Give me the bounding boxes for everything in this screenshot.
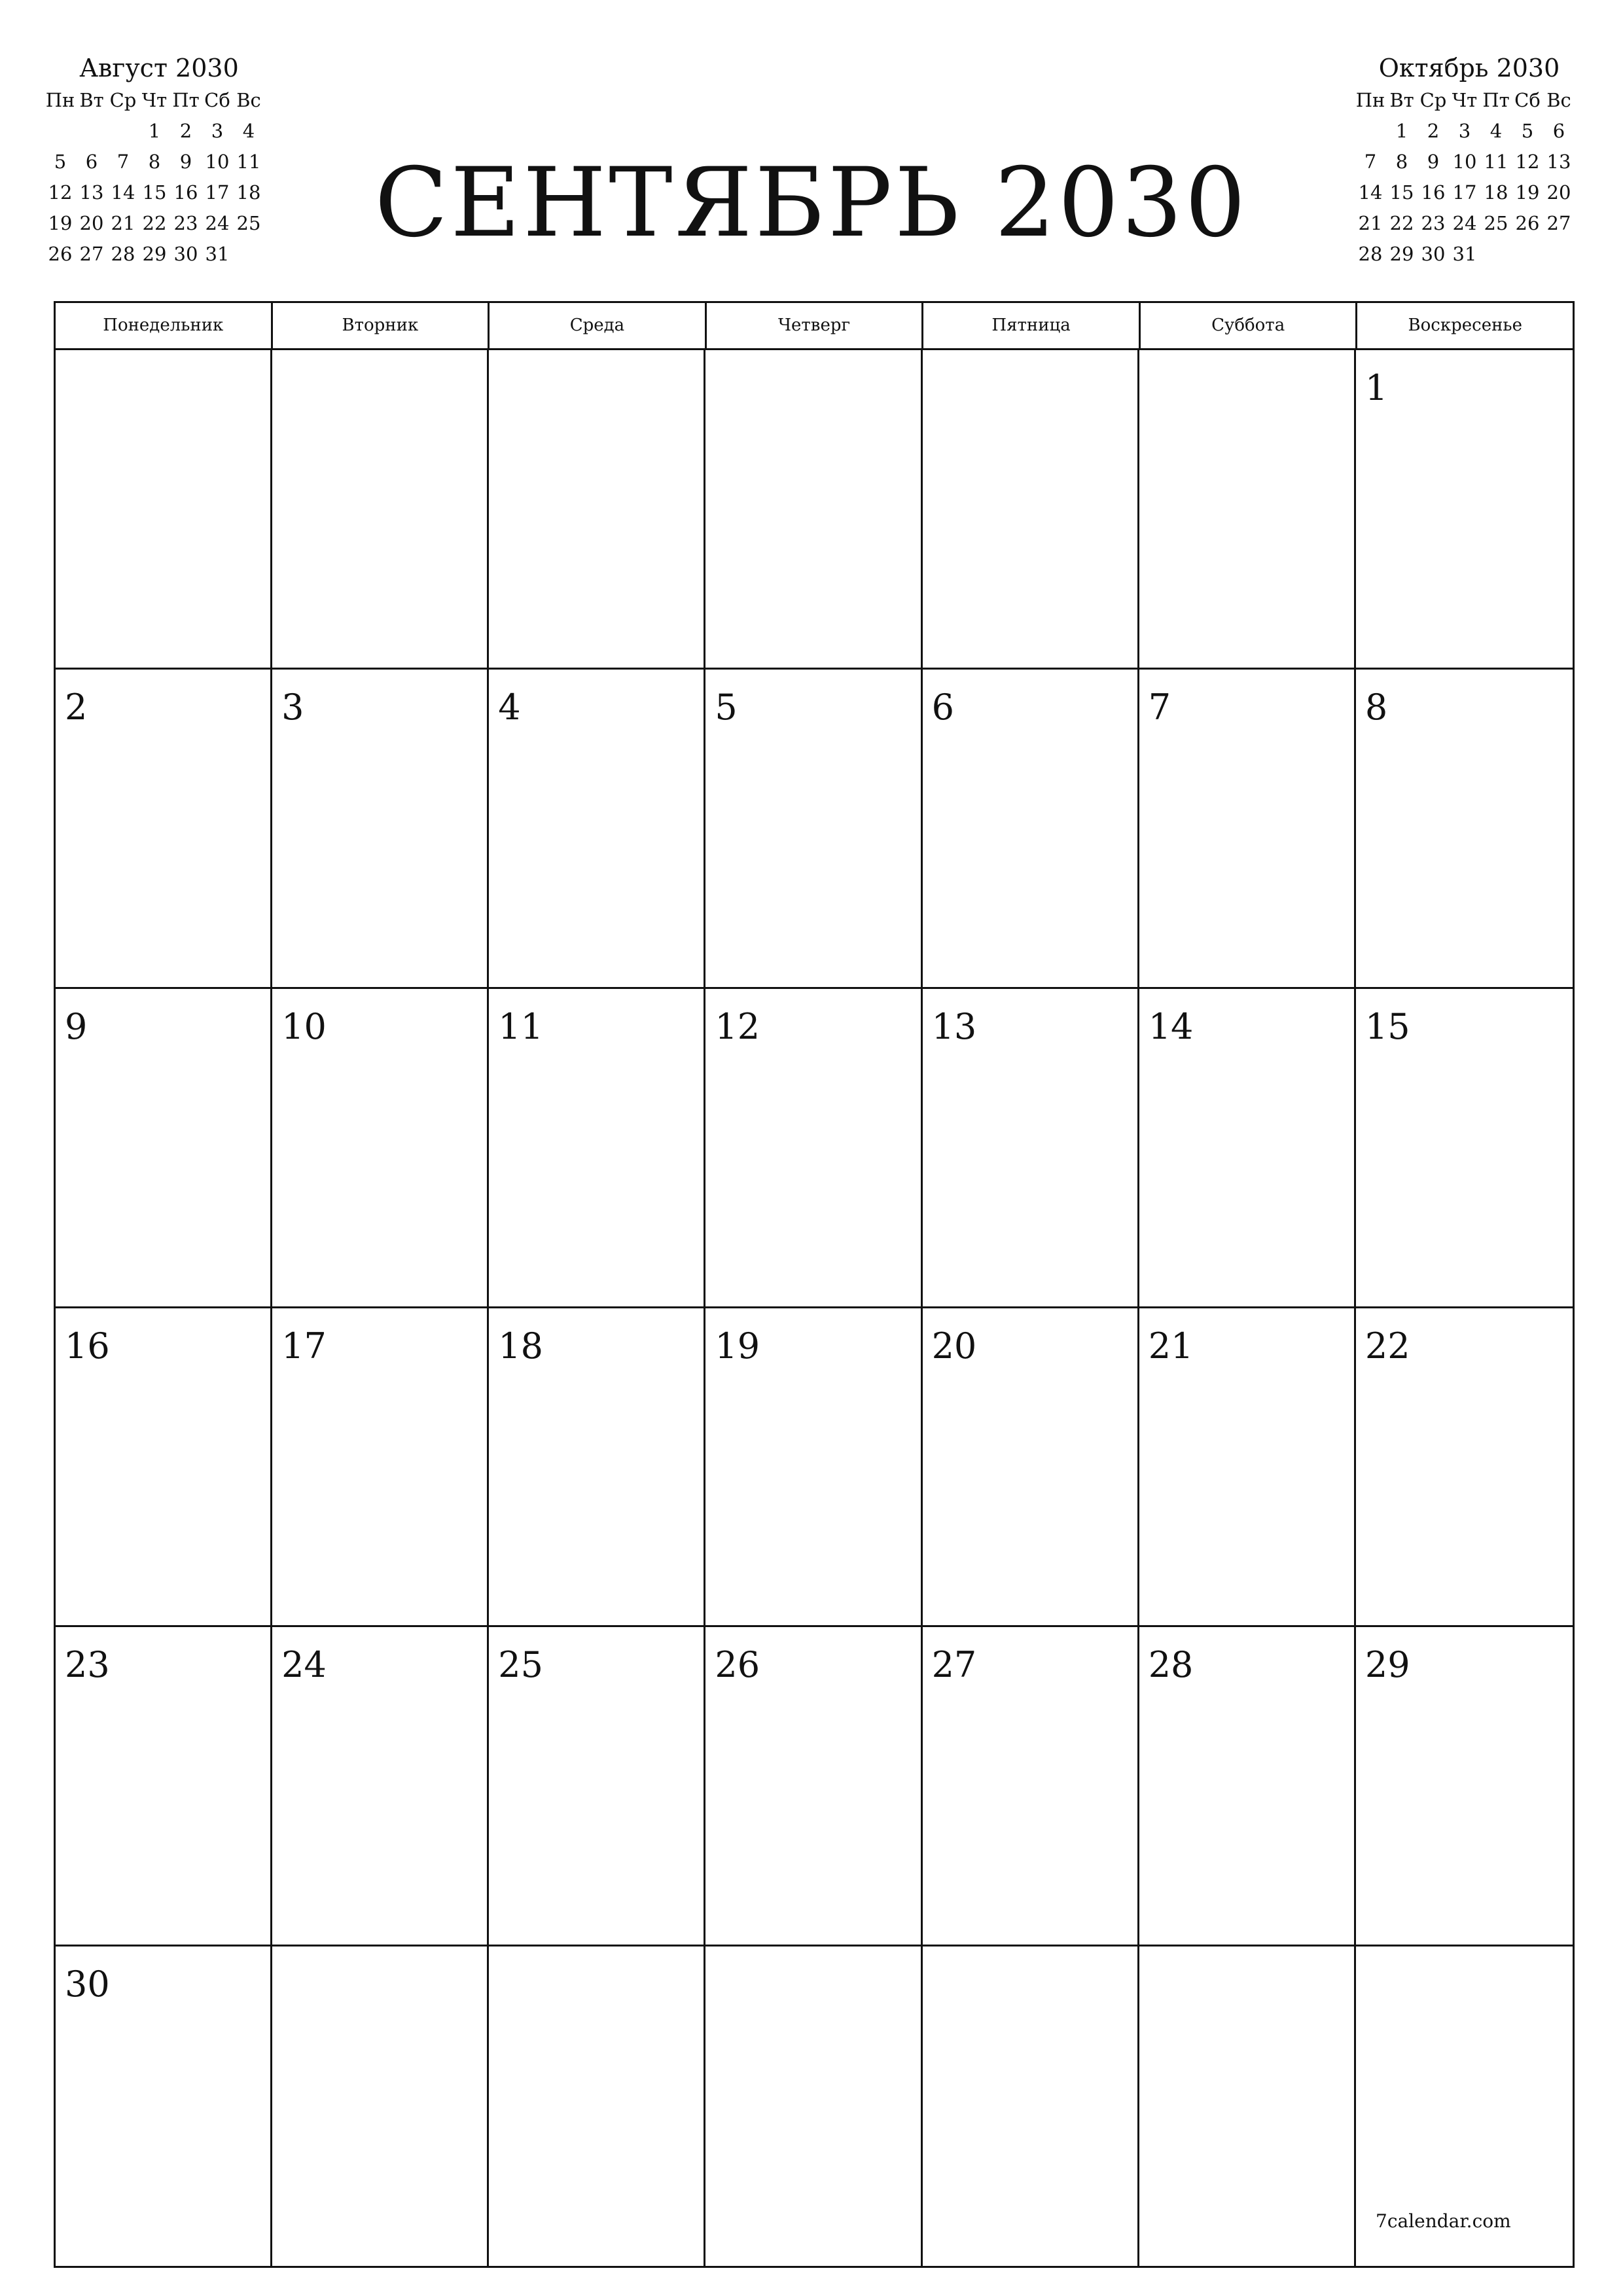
day-number: 7 <box>1148 686 1171 728</box>
mini-day: 18 <box>236 181 261 204</box>
mini-weekday: Сб <box>1514 89 1541 111</box>
mini-day: 8 <box>148 151 161 173</box>
day-number: 10 <box>281 1005 327 1047</box>
day-cell <box>56 989 272 1308</box>
mini-day: 16 <box>1421 181 1446 204</box>
mini-day: 23 <box>173 212 198 234</box>
day-cell <box>923 1946 1139 2266</box>
mini-day: 24 <box>205 212 230 234</box>
mini-weekday: Ср <box>109 89 137 111</box>
day-number: 15 <box>1364 1005 1410 1047</box>
mini-weekday: Пт <box>1482 89 1510 111</box>
day-cell <box>1139 670 1356 989</box>
mini-weekday: Вс <box>1546 89 1571 111</box>
day-number: 3 <box>281 686 304 728</box>
mini-day: 15 <box>1389 181 1414 204</box>
day-cell <box>56 1946 272 2266</box>
mini-day: 14 <box>1358 181 1383 204</box>
mini-day: 21 <box>111 212 135 234</box>
mini-day: 2 <box>179 120 192 142</box>
mini-day: 26 <box>48 243 73 265</box>
day-cell <box>1356 1308 1573 1628</box>
day-cell <box>923 1308 1139 1628</box>
weekday-header: Воскресенье <box>1408 315 1522 335</box>
mini-day: 31 <box>205 243 230 265</box>
day-cell <box>705 670 922 989</box>
mini-day: 16 <box>173 181 198 204</box>
day-number: 28 <box>1148 1644 1194 1686</box>
day-number: 8 <box>1364 686 1388 728</box>
mini-day: 17 <box>205 181 230 204</box>
weekday-header: Четверг <box>707 303 924 348</box>
day-number: 24 <box>281 1644 327 1686</box>
mini-day: 21 <box>1358 212 1383 234</box>
day-number: 27 <box>931 1644 977 1686</box>
day-number: 1 <box>1364 367 1388 408</box>
mini-day: 30 <box>1421 243 1446 265</box>
weekday-header: Суббота <box>1141 303 1358 348</box>
weekday-header: Вторник <box>273 303 490 348</box>
day-cell <box>1139 989 1356 1308</box>
mini-day: 9 <box>179 151 192 173</box>
day-cell <box>705 989 922 1308</box>
day-cell <box>1139 1946 1356 2266</box>
day-cell <box>1139 1308 1356 1628</box>
day-number: 30 <box>65 1964 110 2005</box>
day-cell <box>272 1308 489 1628</box>
day-cell <box>705 1308 922 1628</box>
mini-day: 24 <box>1452 212 1477 234</box>
day-cell <box>272 1627 489 1946</box>
day-cell <box>705 350 922 670</box>
day-cell <box>705 1627 922 1946</box>
day-cell <box>705 1946 922 2266</box>
day-grid <box>56 350 1573 2266</box>
weekday-header-row <box>56 303 1573 350</box>
mini-weekday: Пн <box>45 89 75 111</box>
mini-day: 8 <box>1395 151 1408 173</box>
day-cell <box>923 670 1139 989</box>
mini-day: 9 <box>1427 151 1440 173</box>
day-cell <box>1356 1627 1573 1946</box>
mini-day: 13 <box>1546 151 1571 173</box>
day-number: 11 <box>498 1005 543 1047</box>
mini-day: 19 <box>1515 181 1540 204</box>
mini-day: 15 <box>142 181 167 204</box>
mini-day: 22 <box>142 212 167 234</box>
mini-day: 2 <box>1427 120 1440 142</box>
mini-day: 11 <box>1484 151 1508 173</box>
day-number: 23 <box>65 1644 110 1686</box>
mini-day: 29 <box>1389 243 1414 265</box>
day-number: 19 <box>715 1325 760 1367</box>
day-cell <box>56 350 272 670</box>
day-cell <box>489 1946 705 2266</box>
mini-day: 28 <box>1358 243 1383 265</box>
mini-weekday: Вс <box>236 89 261 111</box>
mini-weekday: Ср <box>1419 89 1447 111</box>
mini-day: 14 <box>111 181 135 204</box>
mini-day: 1 <box>148 120 161 142</box>
day-cell <box>272 350 489 670</box>
mini-day: 22 <box>1389 212 1414 234</box>
day-cell <box>1139 350 1356 670</box>
mini-day: 26 <box>1515 212 1540 234</box>
weekday-header: Среда <box>490 303 707 348</box>
page-title: СЕНТЯБРЬ 2030 <box>374 147 1249 259</box>
day-number: 26 <box>715 1644 760 1686</box>
mini-day: 1 <box>1395 120 1408 142</box>
day-number: 16 <box>65 1325 110 1367</box>
mini-day: 3 <box>211 120 224 142</box>
mini-day: 12 <box>48 181 73 204</box>
weekday-header: Пятница <box>923 303 1141 348</box>
mini-day: 11 <box>236 151 261 173</box>
mini-weekday: Вт <box>1389 89 1414 111</box>
day-number: 13 <box>931 1005 977 1047</box>
mini-calendar-next-title: Октябрь 2030 <box>1378 54 1560 82</box>
day-number: 4 <box>498 686 521 728</box>
day-number: 17 <box>281 1325 327 1367</box>
day-number: 29 <box>1364 1644 1410 1686</box>
mini-day: 30 <box>173 243 198 265</box>
day-cell <box>1356 350 1573 670</box>
day-number: 9 <box>65 1005 88 1047</box>
day-cell <box>272 989 489 1308</box>
mini-day: 10 <box>1452 151 1477 173</box>
mini-day <box>1355 116 1386 147</box>
day-cell <box>56 670 272 989</box>
footer-site-credit: 7calendar.com <box>1376 2210 1511 2232</box>
day-number: 20 <box>931 1325 977 1367</box>
mini-day: 27 <box>1546 212 1571 234</box>
weekday-header: Понедельник <box>56 303 273 348</box>
mini-day: 28 <box>111 243 135 265</box>
mini-day: 4 <box>242 120 255 142</box>
day-number: 21 <box>1148 1325 1194 1367</box>
day-cell <box>1356 670 1573 989</box>
mini-day: 6 <box>1552 120 1565 142</box>
day-cell <box>923 989 1139 1308</box>
day-cell <box>489 1627 705 1946</box>
day-cell <box>489 1308 705 1628</box>
day-number: 12 <box>715 1005 760 1047</box>
mini-calendar-next <box>1355 51 1584 270</box>
month-calendar <box>54 301 1575 2268</box>
day-cell <box>489 989 705 1308</box>
day-number: 18 <box>498 1325 543 1367</box>
mini-calendar-prev-title: Август 2030 <box>79 54 239 82</box>
day-cell <box>56 1308 272 1628</box>
day-number: 14 <box>1148 1005 1194 1047</box>
mini-day: 23 <box>1421 212 1446 234</box>
day-cell <box>1356 989 1573 1308</box>
day-cell <box>272 670 489 989</box>
mini-day: 17 <box>1452 181 1477 204</box>
day-number: 25 <box>498 1644 543 1686</box>
mini-day: 18 <box>1484 181 1508 204</box>
day-number: 5 <box>715 686 738 728</box>
mini-day: 27 <box>79 243 104 265</box>
day-number: 6 <box>931 686 954 728</box>
mini-day: 5 <box>54 151 67 173</box>
mini-day: 10 <box>205 151 230 173</box>
day-cell <box>489 670 705 989</box>
mini-calendar-next-grid <box>1355 85 1584 270</box>
mini-day: 13 <box>79 181 104 204</box>
mini-day: 25 <box>236 212 261 234</box>
mini-weekday: Вт <box>79 89 104 111</box>
day-number: 2 <box>65 686 88 728</box>
mini-day: 6 <box>85 151 98 173</box>
mini-weekday: Пт <box>172 89 200 111</box>
mini-day: 7 <box>1364 151 1377 173</box>
day-cell <box>923 1627 1139 1946</box>
day-number: 22 <box>1364 1325 1410 1367</box>
mini-day: 7 <box>116 151 130 173</box>
mini-weekday: Чт <box>141 89 168 111</box>
mini-day: 5 <box>1521 120 1534 142</box>
mini-day: 19 <box>48 212 73 234</box>
day-cell <box>489 350 705 670</box>
mini-day: 20 <box>1546 181 1571 204</box>
mini-day: 31 <box>1452 243 1477 265</box>
day-cell <box>923 350 1139 670</box>
mini-day: 25 <box>1484 212 1508 234</box>
day-cell <box>56 1627 272 1946</box>
mini-day: 20 <box>79 212 104 234</box>
mini-day: 3 <box>1458 120 1471 142</box>
mini-day: 4 <box>1489 120 1503 142</box>
mini-weekday: Пн <box>1355 89 1385 111</box>
mini-day: 29 <box>142 243 167 265</box>
day-cell <box>272 1946 489 2266</box>
mini-day: 12 <box>1515 151 1540 173</box>
mini-weekday: Чт <box>1452 89 1478 111</box>
day-cell <box>1139 1627 1356 1946</box>
mini-weekday: Сб <box>204 89 230 111</box>
